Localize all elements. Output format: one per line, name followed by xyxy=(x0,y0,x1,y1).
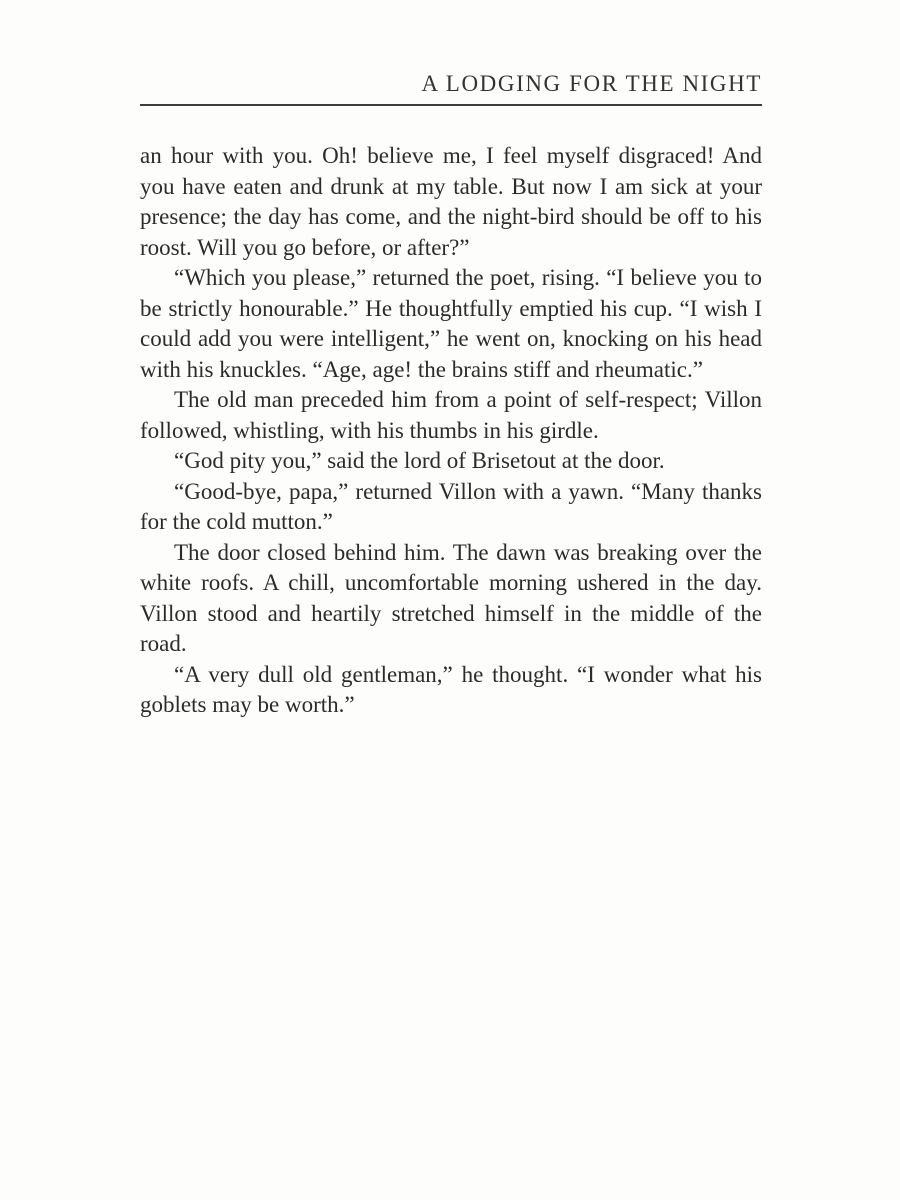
paragraph: “A very dull old gentleman,” he thought. “I wonder what his goblets may be worth.” xyxy=(140,661,762,717)
paragraph: The door closed behind him. The dawn was breaking over the white roofs. A chill, uncomfortable morning ushered in the day. Villon stood and heartily stretched himself in the middle of the road. xyxy=(140,539,762,656)
paragraph: “God pity you,” said the lord of Brisetout at the door. xyxy=(174,448,665,473)
paragraph: an hour with you. Oh! believe me, I feel myself disgraced! And you have eaten and drunk at my table. But now I am sick at your presence; the day has come, and the night-bird should be off to his roost. Will you go before, or after?” xyxy=(140,143,762,260)
paragraph: The old man preceded him from a point of self-respect; Villon followed, whistling, with his thumbs in his girdle. xyxy=(140,387,762,443)
chapter-title: A LODGING FOR THE NIGHT xyxy=(421,71,762,96)
header-rule xyxy=(140,104,762,106)
running-head xyxy=(140,70,762,106)
paragraph: “Good-bye, papa,” returned Villon with a yawn. “Many thanks for the cold mutton.” xyxy=(140,478,762,534)
page-body xyxy=(140,141,762,721)
paragraph: “Which you please,” returned the poet, rising. “I believe you to be strictly honourable.” He thoughtfully emptied his cup. “I wish I could add you were intelligent,” he went on, knocking on his head with his knuckles. “Age, age! the brains stiff and rheumatic.” xyxy=(140,265,762,382)
